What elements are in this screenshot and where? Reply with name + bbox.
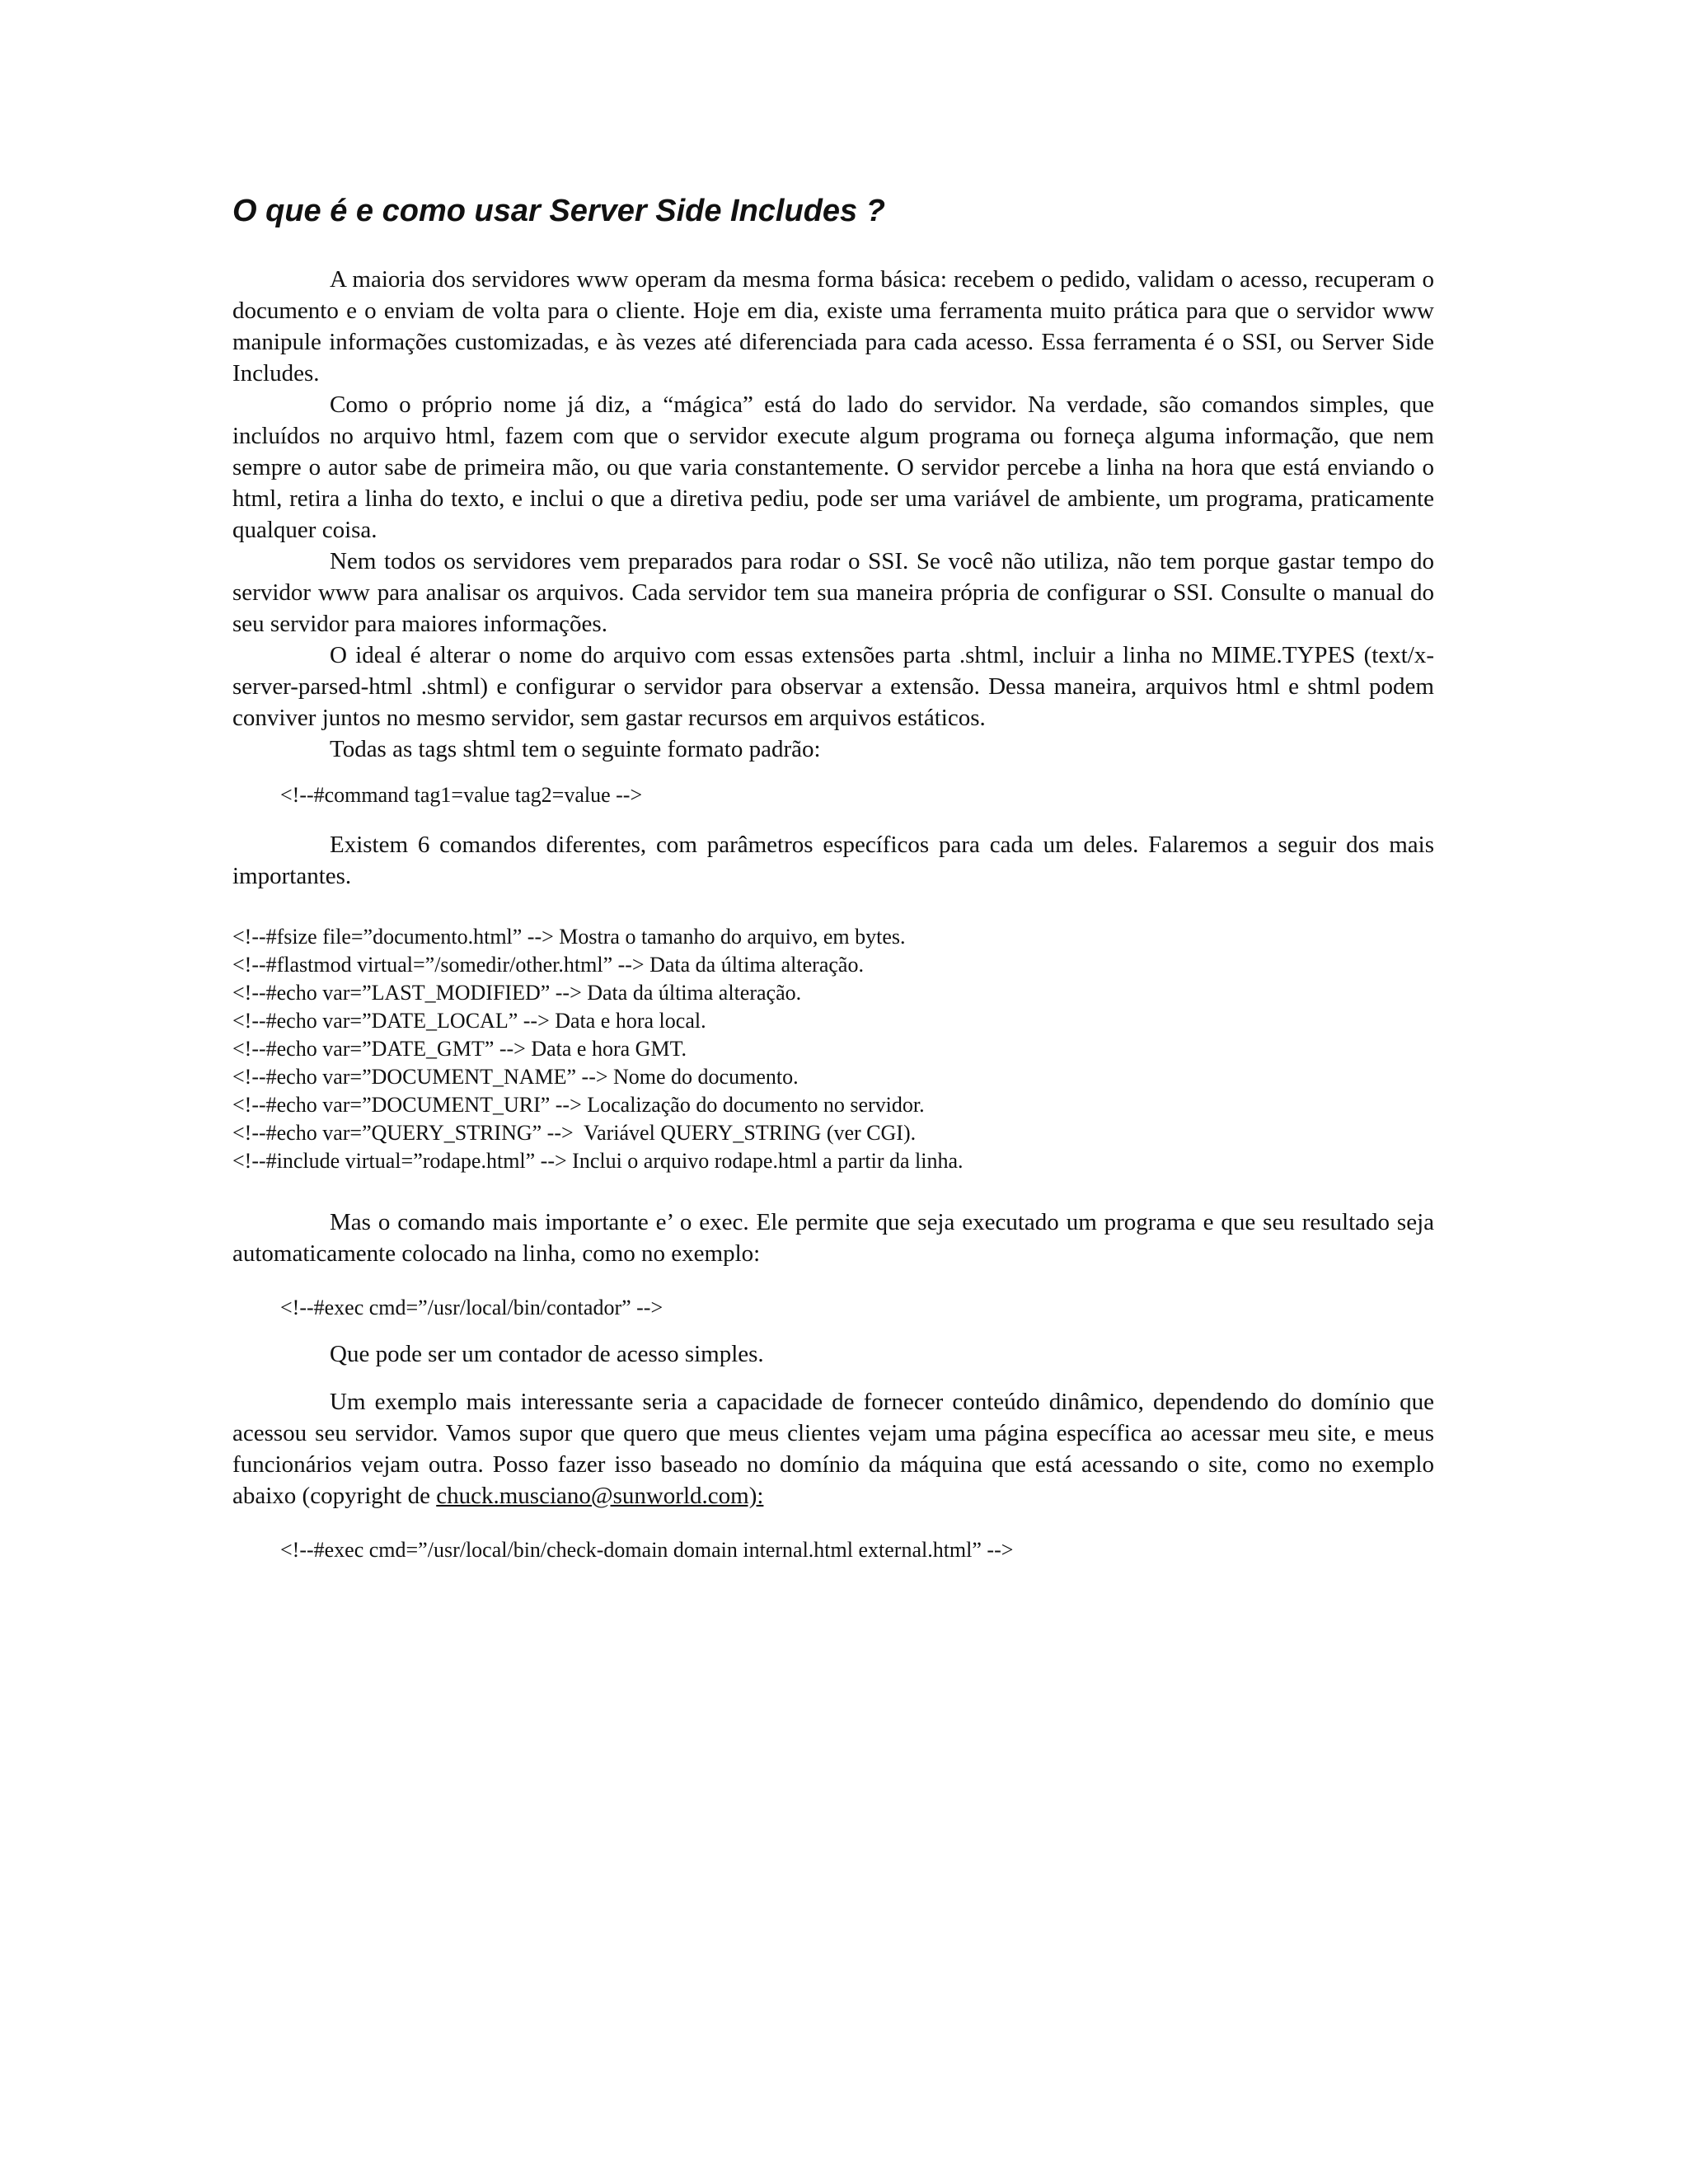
paragraph-servers: Nem todos os servidores vem preparados para rodar o SSI. Se você não utiliza, não tem porque gastar tempo do servidor www para analisar os arquivos. Cada servidor tem sua maneira própria de configurar o SSI. Consulte o manual do seu servidor para maiores informações.: [232, 548, 1434, 637]
paragraph-dynamic-text: Um exemplo mais interessante seria a capacidade de fornecer conteúdo dinâmico, dependendo do domínio que acessou seu servidor. Vamos supor que quero que meus clientes vejam uma página específica ao acessar meu site, e meus funcionários vejam outra. Posso fazer isso baseado no domínio da máquina que está acessando o site, como no exemplo abaixo (copyright de: [232, 1389, 1434, 1509]
list-item: <!--#echo var=”QUERY_STRING” --> Variável QUERY_STRING (ver CGI).: [232, 1121, 917, 1145]
list-item: <!--#echo var=”DOCUMENT_NAME” --> Nome do documento.: [232, 1065, 799, 1089]
document-page: [232, 191, 1434, 1564]
code-domain-example: <!--#exec cmd=”/usr/local/bin/check-domain domain internal.html external.html” -->: [280, 1538, 1014, 1562]
code-exec-example: <!--#exec cmd=”/usr/local/bin/contador” -->: [280, 1296, 663, 1319]
paragraph-magic: Como o próprio nome já diz, a “mágica” está do lado do servidor. Na verdade, são comandos simples, que incluídos no arquivo html, fazem com que o servidor execute algum programa ou forneça alguma informação, que nem sempre o autor sabe de primeira mão, ou que varia constantemente. O servidor percebe a linha na hora que está enviando o html, retira a linha do texto, e inclui o que a diretiva pediu, pode ser uma variável de ambiente, um programa, praticamente qualquer coisa.: [232, 391, 1434, 543]
code-format: <!--#command tag1=value tag2=value -->: [280, 783, 643, 807]
list-item: <!--#include virtual=”rodape.html” --> Inclui o arquivo rodape.html a partir da linha.: [232, 1149, 964, 1173]
list-item: <!--#fsize file=”documento.html” --> Mostra o tamanho do arquivo, em bytes.: [232, 925, 906, 949]
paragraph-exec: Mas o comando mais importante e’ o exec. Ele permite que seja executado um programa e que seu resultado seja automaticamente colocado na linha, como no exemplo:: [232, 1209, 1434, 1267]
page-title: O que é e como usar Server Side Includes ?: [232, 194, 885, 228]
paragraph-counter: Que pode ser um contador de acesso simples.: [330, 1341, 764, 1367]
email-link[interactable]: chuck.musciano@sunworld.com):: [436, 1483, 764, 1509]
paragraph-commands-intro: Existem 6 comandos diferentes, com parâmetros específicos para cada um deles. Falaremos a seguir dos mais importantes.: [232, 832, 1434, 889]
list-item: <!--#echo var=”LAST_MODIFIED” --> Data da última alteração.: [232, 981, 802, 1005]
paragraph-intro: A maioria dos servidores www operam da mesma forma básica: recebem o pedido, validam o acesso, recuperam o documento e o enviam de volta para o cliente. Hoje em dia, existe uma ferramenta muito prática para que o servidor www manipule informações customizadas, e às vezes até diferenciada para cada acesso. Essa ferramenta é o SSI, ou Server Side Includes.: [232, 266, 1434, 387]
list-item: <!--#echo var=”DOCUMENT_URI” --> Localização do documento no servidor.: [232, 1093, 925, 1117]
paragraph-ideal: O ideal é alterar o nome do arquivo com essas extensões parta .shtml, incluir a linha no MIME.TYPES (text/x-server-parsed-html .shtml) e configurar o servidor para observar a extensão. Dessa maneira, arquivos html e shtml podem conviver juntos no mesmo servidor, sem gastar recursos em arquivos estáticos.: [232, 642, 1434, 731]
paragraph-format-intro: Todas as tags shtml tem o seguinte formato padrão:: [330, 736, 821, 762]
list-item: <!--#flastmod virtual=”/somedir/other.html” --> Data da última alteração.: [232, 953, 864, 977]
paragraph-dynamic: [232, 1386, 1434, 1511]
list-item: <!--#echo var=”DATE_GMT” --> Data e hora GMT.: [232, 1037, 687, 1061]
list-item: <!--#echo var=”DATE_LOCAL” --> Data e hora local.: [232, 1009, 706, 1033]
command-list: [232, 923, 1434, 1175]
